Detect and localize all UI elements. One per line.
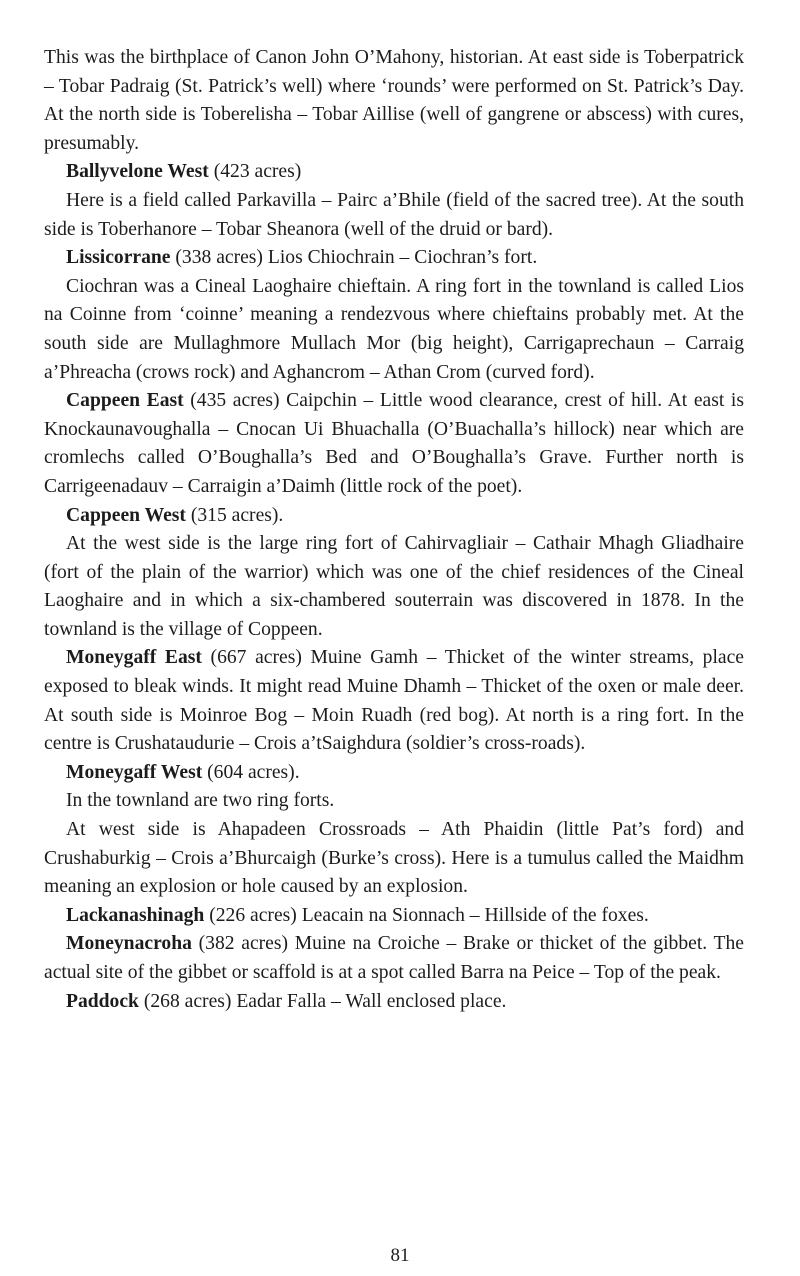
paragraph-intro xyxy=(44,44,744,158)
townland-name: Ballyvelone West xyxy=(66,161,209,183)
townland-entry-moneynacroha xyxy=(44,930,744,987)
townland-text: (315 acres). xyxy=(185,504,284,526)
paragraph-cappeen-west-body xyxy=(44,530,744,644)
paragraph-text: At the west side is the large ring fort of Cahirvagliair – Cathair Mhagh Gliadhaire (fort of the plain of the warrior) which was one of the chief residences of the Cineal Laoghaire and in which a six-chambered souterrain was discovered in 1878. In the townland is the village of Coppeen. xyxy=(44,533,744,640)
townland-entry-lissicorrane xyxy=(44,244,744,273)
townland-entry-ballyvelone-west xyxy=(44,158,744,187)
page-body xyxy=(44,44,744,1016)
townland-text: (423 acres) xyxy=(208,161,302,183)
townland-entry-moneygaff-west xyxy=(44,759,744,788)
paragraph-text: In the townland are two ring forts. xyxy=(66,790,335,812)
townland-name: Moneynacroha xyxy=(66,933,192,955)
townland-name: Moneygaff West xyxy=(66,761,203,783)
townland-text: (226 acres) Leacain na Sionnach – Hillside of the foxes. xyxy=(204,904,649,926)
townland-text: (338 acres) Lios Chiochrain – Ciochran’s fort. xyxy=(170,247,538,269)
townland-name: Lissicorrane xyxy=(66,247,171,269)
townland-entry-lackanashinagh xyxy=(44,902,744,931)
townland-text: (604 acres). xyxy=(202,761,300,783)
paragraph-ballyvelone-west-body xyxy=(44,187,744,244)
paragraph-text: This was the birthplace of Canon John O’Mahony, historian. At east side is Toberpatrick – Tobar Padraig (St. Patrick’s well) where ‘rounds’ were performed on St. Patrick’s Day. At the north side is Toberelisha – Tobar Aillise (well of gangrene or abscess) with cures, presumably. xyxy=(44,47,744,154)
paragraph-text: Here is a field called Parkavilla – Pairc a’Bhile (field of the sacred tree). At the south side is Toberhanore – Tobar Sheanora (well of the druid or bard). xyxy=(44,189,744,240)
townland-entry-cappeen-east xyxy=(44,387,744,501)
townland-entry-moneygaff-east xyxy=(44,644,744,758)
paragraph-text: Ciochran was a Cineal Laoghaire chieftain. A ring fort in the townland is called Lios na Coinne from ‘coinne’ meaning a rendezvous where chieftains probably met. At the south side are Mullaghmore Mullach Mor (big height), Carrigaprechaun – Carraig a’Phreacha (crows rock) and Aghancrom – Athan Crom (curved ford). xyxy=(44,275,744,383)
townland-text: (667 acres) Muine Gamh – Thicket of the winter streams, place exposed to bleak winds. It might read Muine Dhamh – Thicket of the oxen or male deer. At south side is Moinroe Bog – Moin Ruadh (red bog). At north is a ring fort. In the centre is Crushataudurie – Crois a’tSaighdura (soldier’s cross-roads). xyxy=(44,647,744,755)
townland-text: (435 acres) Caipchin – Little wood clearance, crest of hill. At east is Knockaunavoughalla – Cnocan Ui Bhuachalla (O’Buachalla’s hillock) near which are cromlechs called O’Boughalla’s Bed and O’Boughalla’s Grave. Further north is Carrigeenadauv – Carraigin a’Daimh (little rock of the poet). xyxy=(44,390,744,497)
paragraph-moneygaff-west-body xyxy=(44,816,744,902)
townland-text: (268 acres) Eadar Falla – Wall enclosed place. xyxy=(138,990,507,1012)
paragraph-lissicorrane-body xyxy=(44,273,744,387)
townland-entry-cappeen-west xyxy=(44,502,744,531)
page-number: 81 xyxy=(390,1245,410,1266)
townland-name: Paddock xyxy=(66,990,139,1012)
townland-name: Moneygaff East xyxy=(66,647,202,669)
paragraph-moneygaff-west-forts xyxy=(44,787,744,816)
townland-name: Cappeen West xyxy=(66,504,186,526)
townland-entry-paddock xyxy=(44,988,744,1017)
townland-text: (382 acres) Muine na Croiche – Brake or thicket of the gibbet. The actual site of the gibbet or scaffold is at a spot called Barra na Peice – Top of the peak. xyxy=(44,933,744,983)
paragraph-text: At west side is Ahapadeen Crossroads – Ath Phaidin (little Pat’s ford) and Crushaburkig – Crois a’Bhurcaigh (Burke’s cross). Here is a tumulus called the Maidhm meaning an explosion or hole caused by an explosion. xyxy=(44,819,744,898)
townland-name: Cappeen East xyxy=(66,390,184,412)
townland-name: Lackanashinagh xyxy=(66,904,205,926)
